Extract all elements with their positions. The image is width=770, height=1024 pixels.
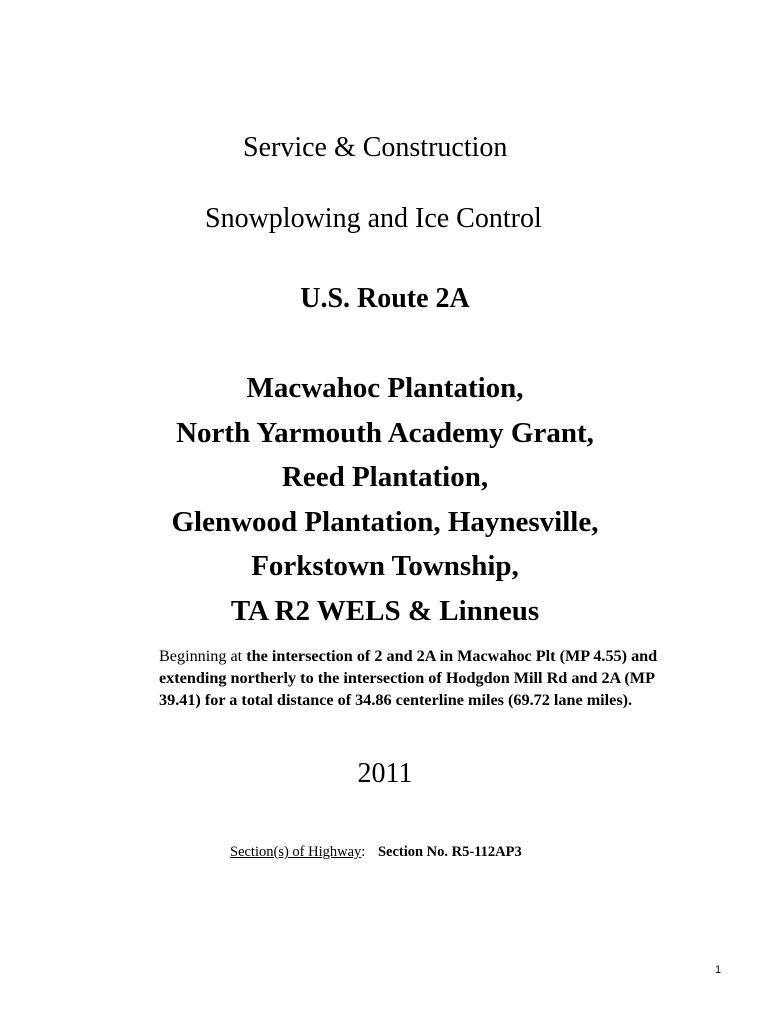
place-line: Macwahoc Plantation, [246,372,524,404]
place-line: North Yarmouth Academy Grant, [176,416,594,449]
route-description [159,645,659,711]
section-label: Section(s) of Highway [230,844,362,860]
service-heading: Service & Construction [243,132,508,163]
place-line: TA R2 WELS & Linneus [230,594,540,627]
subject-heading: Snowplowing and Ice Control [205,203,542,234]
place-line: Glenwood Plantation, Haynesville, [171,505,599,538]
place-line: Reed Plantation, [281,461,489,493]
places-list [0,366,770,633]
section-of-highway [230,843,522,861]
section-colon: : [361,844,366,860]
route-heading: U.S. Route 2A [300,283,470,314]
page-number: 1 [715,964,722,976]
description-lead: Beginning at [159,647,243,665]
section-value: Section No. R5-112AP3 [377,844,522,860]
year-heading: 2011 [357,758,413,789]
place-line: Forkstown Township, [251,550,519,582]
description-body: the intersection of 2 and 2A in Macwahoc Plt (MP 4.55) and extending northerly to the intersection of Hodgdon Mill Rd and 2A (MP 39.41) for a total distance of 34.86 centerline miles (69.72 lane miles). [159,647,658,709]
